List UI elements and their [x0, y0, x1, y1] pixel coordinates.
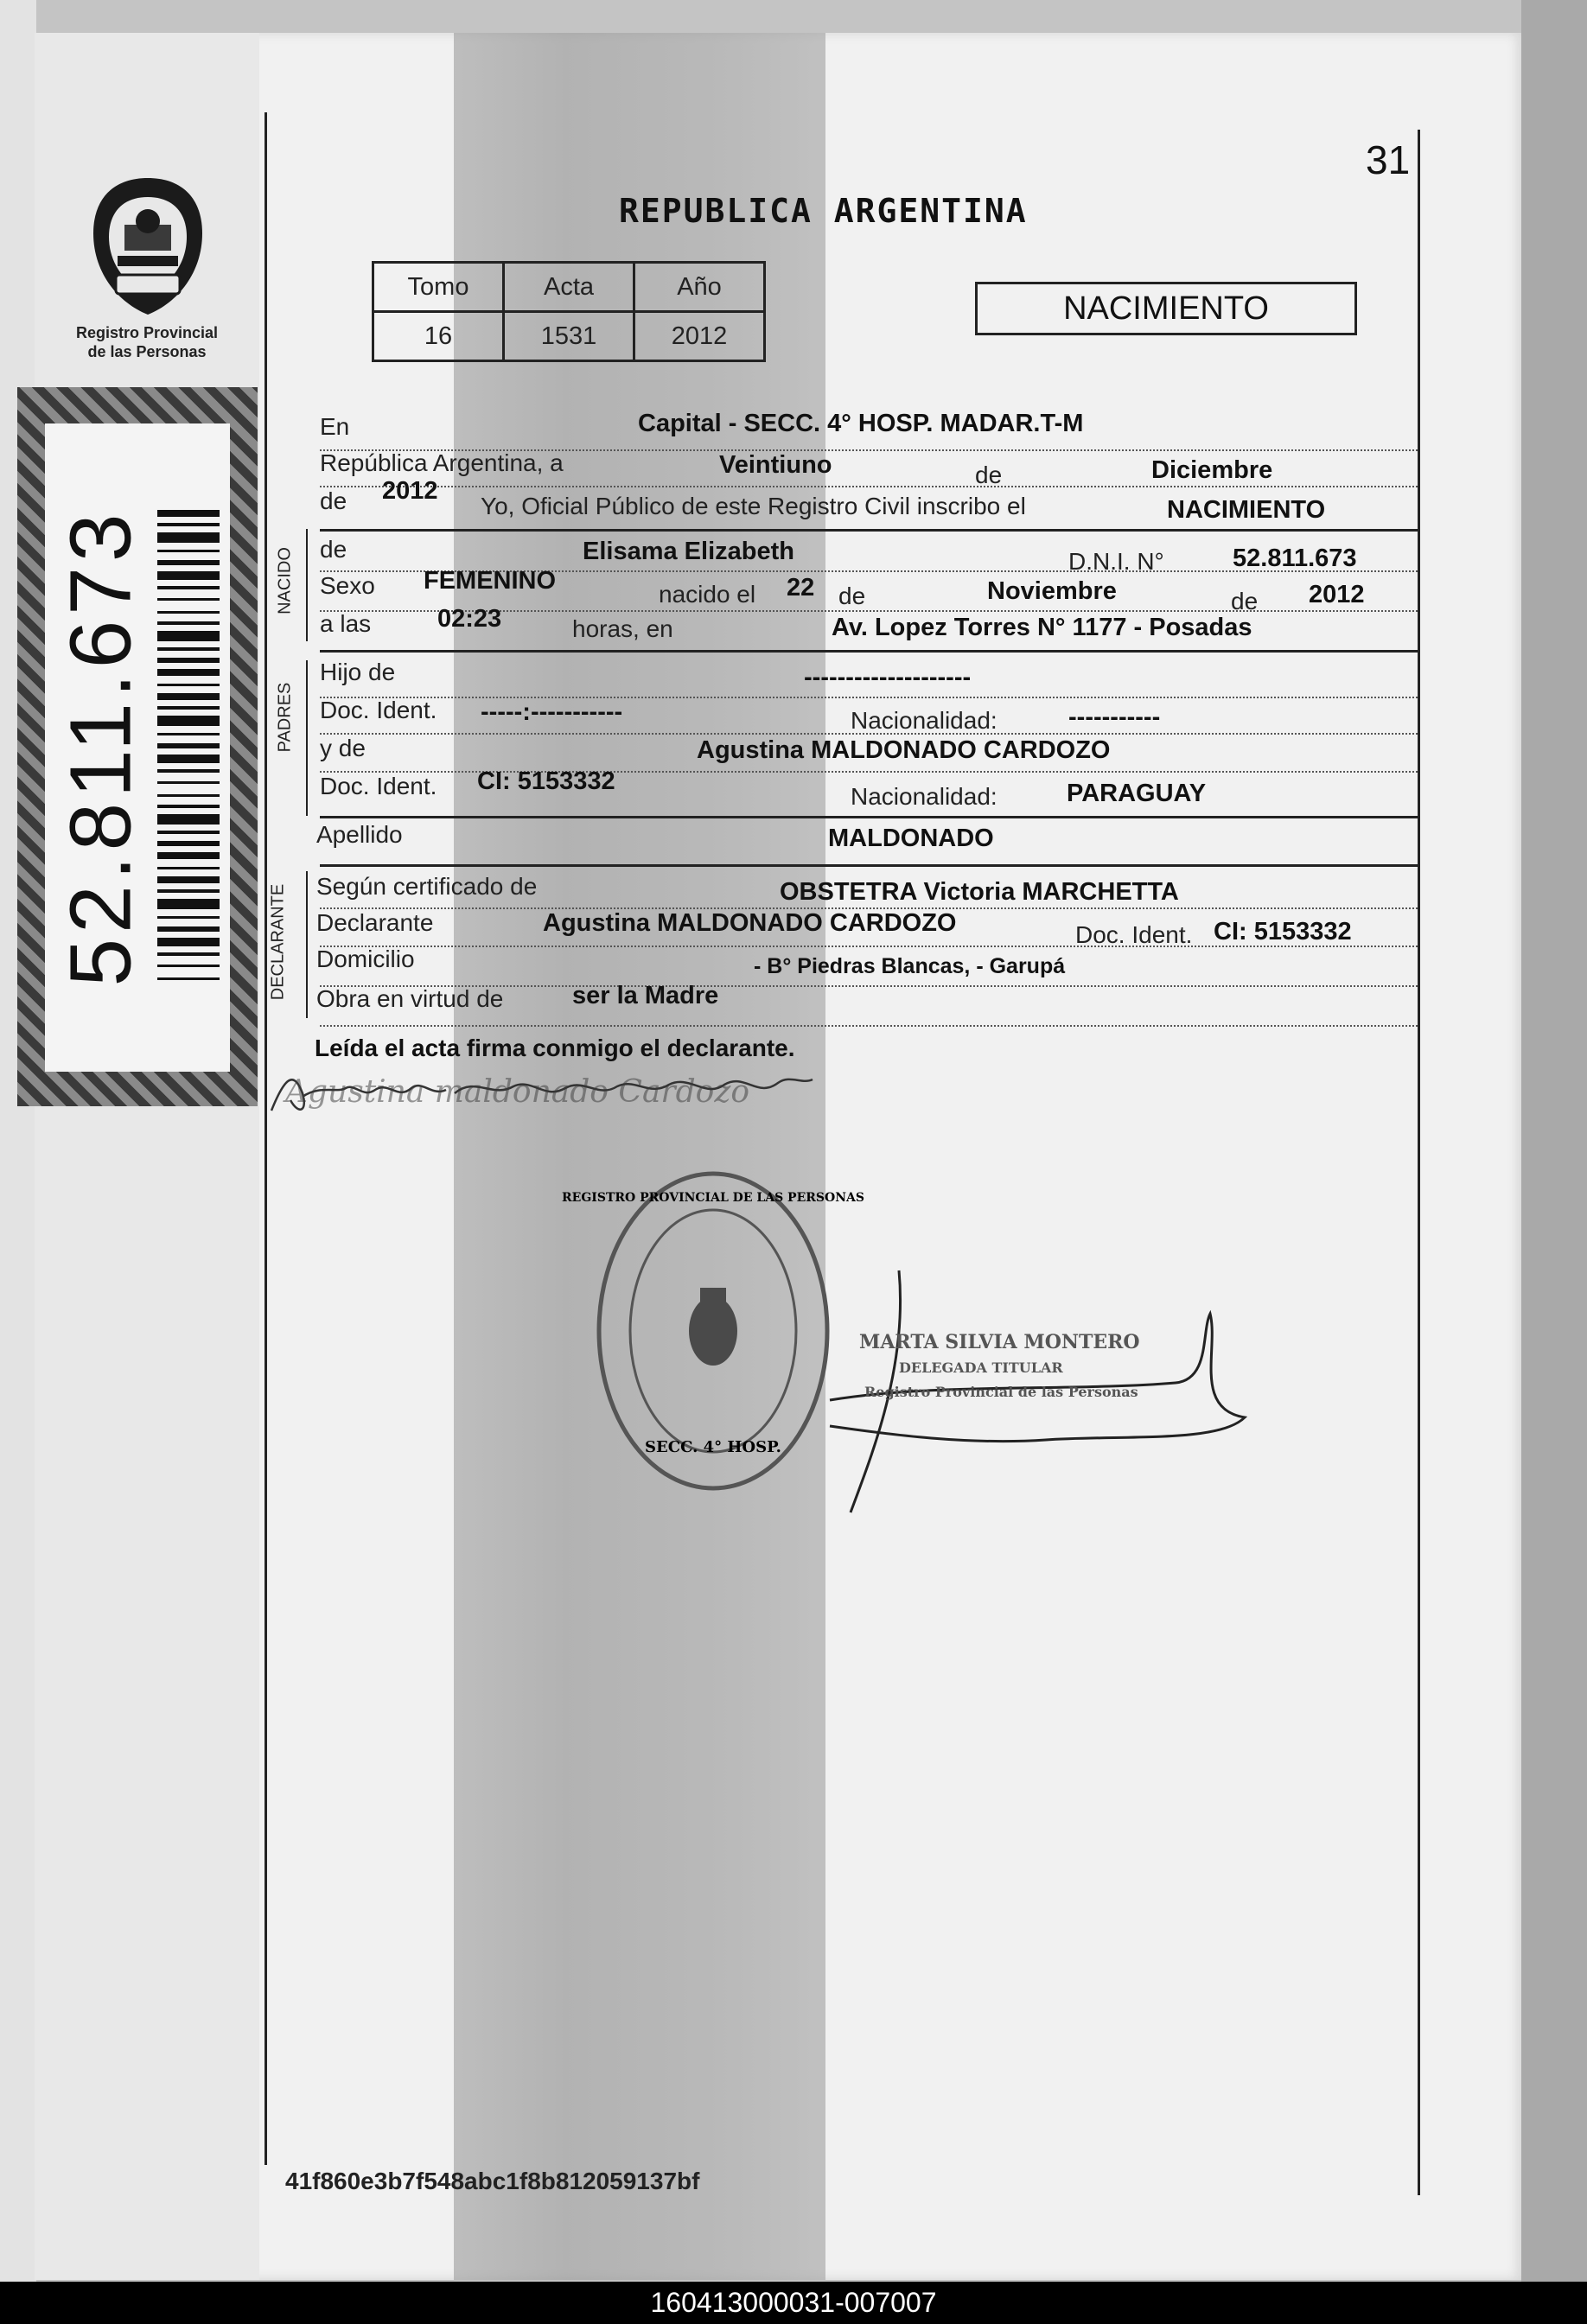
table-value-anio: 2012: [634, 312, 765, 361]
hijo-value: --------------------: [804, 664, 972, 691]
lugar-value: Av. Lopez Torres N° 1177 - Posadas: [832, 614, 1252, 641]
barcode-bar: [157, 889, 220, 893]
oficial-text: Yo, Oficial Público de este Registro Civil inscribo el: [481, 493, 1026, 519]
barcode-bar: [157, 841, 220, 846]
barcode-bar: [157, 611, 220, 614]
logo-caption: [52, 323, 242, 361]
nombre-value: Elisama Elizabeth: [583, 538, 794, 565]
row-line: [320, 1025, 1418, 1027]
year-value: 2012: [382, 477, 438, 505]
barcode-bar: [157, 965, 220, 967]
side-label-padres: PADRES: [275, 682, 295, 753]
doc2-label: Doc. Ident.: [320, 773, 437, 799]
barcode-bar: [157, 621, 220, 625]
barcode-bar: [157, 916, 220, 919]
section-rule: [320, 864, 1419, 867]
nacido-bracket: [306, 529, 308, 641]
section-rule: [320, 816, 1419, 818]
sexo-label: Sexo: [320, 572, 375, 599]
svg-text:SECC. 4° HOSP.: SECC. 4° HOSP.: [645, 1438, 781, 1456]
dni-value: 52.811.673: [1233, 544, 1357, 572]
round-seal-stamp: [562, 1158, 864, 1504]
side-label-nacido: NACIDO: [275, 547, 295, 614]
inscribo-value: NACIMIENTO: [1167, 496, 1326, 524]
barcode-bar: [157, 867, 220, 869]
logo-caption-line1: Registro Provincial: [75, 324, 219, 341]
nacido-label: nacido el: [659, 581, 756, 608]
barcode-bar: [157, 631, 220, 641]
nacido-month: Noviembre: [987, 577, 1117, 605]
sleeve-left-edge: [0, 0, 36, 2282]
barcode-bar: [157, 899, 220, 909]
nac2-label: Nacionalidad:: [851, 783, 997, 810]
nac1-value: -----------: [1068, 704, 1161, 731]
barcode-bar: [157, 769, 220, 773]
cert-value: OBSTETRA Victoria MARCHETTA: [780, 878, 1179, 906]
barcode-bar: [157, 781, 220, 784]
doc1-value: -----:-----------: [481, 698, 623, 726]
doc2-value: CI: 5153332: [477, 767, 615, 795]
dom-label: Domicilio: [316, 946, 415, 972]
declarante-bracket: [306, 871, 308, 1018]
de4-label: de: [1231, 588, 1259, 614]
page-number: 31: [1366, 137, 1411, 182]
svg-text:DELEGADA TITULAR: DELEGADA TITULAR: [899, 1359, 1063, 1376]
decl-value: Agustina MALDONADO CARDOZO: [543, 909, 957, 937]
document-hash: 41f860e3b7f548abc1f8b812059137bf: [285, 2168, 700, 2194]
section-rule: [320, 529, 1419, 532]
en-label: En: [320, 413, 350, 440]
alas-label: a las: [320, 610, 372, 637]
closing-statement: Leída el acta firma conmigo el declarante.: [315, 1035, 795, 1061]
svg-text:MARTA SILVIA MONTERO: MARTA SILVIA MONTERO: [859, 1331, 1140, 1353]
padres-bracket: [306, 660, 308, 816]
dom-value: - B° Piedras Blancas, - Garupá: [754, 954, 1066, 978]
barcode-bar: [157, 977, 220, 980]
decl-label: Declarante: [316, 909, 434, 936]
doc1-label: Doc. Ident.: [320, 697, 437, 723]
barcode-bar: [157, 876, 220, 883]
de-label: de: [975, 462, 1003, 488]
table-header-acta: Acta: [504, 263, 634, 312]
page-left-margin: [35, 33, 259, 2280]
barcode-bar: [157, 733, 220, 735]
nacido-day: 22: [787, 574, 815, 602]
official-stamp: [847, 1262, 1253, 1521]
obra-value: ser la Madre: [572, 982, 719, 1009]
footer-document-id: 160413000031-007007: [650, 2287, 937, 2318]
barcode-bar: [157, 938, 220, 946]
svg-text:Agustina maldonado Cardozo: Agustina maldonado Cardozo: [285, 1074, 749, 1110]
barcode-bar: [157, 571, 220, 580]
barcode-bar: [157, 794, 220, 797]
misiones-coat-of-arms-logo: [83, 173, 213, 320]
hora-value: 02:23: [437, 605, 502, 633]
registry-table: [372, 261, 766, 362]
barcode-bar: [157, 658, 220, 663]
side-label-declarante: DECLARANTE: [268, 883, 288, 1001]
doc3-value: CI: 5153332: [1214, 918, 1352, 946]
barcode-bar: [157, 598, 220, 601]
left-margin-rule: [264, 112, 267, 2165]
barcode-bar: [157, 510, 220, 517]
barcode-bar: [157, 805, 220, 808]
table-header-tomo: Tomo: [373, 263, 504, 312]
label-number: 52.811.673: [52, 508, 150, 987]
section-rule: [320, 650, 1419, 653]
nacido-year: 2012: [1309, 581, 1365, 608]
doc3-label: Doc. Ident.: [1075, 921, 1193, 948]
barcode-bar: [157, 586, 220, 589]
nombre-label: de: [320, 536, 347, 563]
country-heading: REPUBLICA ARGENTINA: [619, 192, 1028, 230]
nac2-value: PARAGUAY: [1067, 780, 1207, 807]
table-header-anio: Año: [634, 263, 765, 312]
republica-label: República Argentina, a: [320, 449, 564, 476]
barcode-bar: [157, 684, 220, 686]
label-number-area: [45, 423, 157, 1072]
nac1-label: Nacionalidad:: [851, 707, 997, 734]
de2-label: de: [320, 487, 347, 514]
barcode-bar: [157, 831, 220, 834]
barcode-bar: [157, 814, 220, 825]
barcode-bar: [157, 560, 220, 565]
dni-label: D.N.I. N°: [1068, 548, 1164, 575]
en-value: Capital - SECC. 4° HOSP. MADAR.T-M: [638, 410, 1084, 437]
hijo-label: Hijo de: [320, 659, 396, 685]
barcode-bar: [157, 669, 220, 676]
barcode-bar: [157, 926, 220, 932]
record-type-box: NACIMIENTO: [975, 282, 1357, 335]
horas-label: horas, en: [572, 615, 673, 642]
row-line: [320, 486, 1418, 487]
yde-label: y de: [320, 735, 366, 761]
barcode-bar: [157, 755, 220, 763]
barcode-bar: [157, 952, 220, 956]
obra-label: Obra en virtud de: [316, 985, 504, 1012]
declarant-signature: [268, 1059, 821, 1128]
barcode-bar: [157, 523, 220, 526]
svg-text:Registro Provincial de las Per: Registro Provincial de las Personas: [864, 1384, 1138, 1400]
apellido-value: MALDONADO: [828, 825, 994, 852]
barcode-bar: [157, 743, 220, 748]
barcode-bar: [157, 706, 220, 710]
right-margin-rule: [1418, 130, 1420, 2195]
scan-shadow-band: [454, 33, 825, 2280]
barcode-bar: [157, 716, 220, 726]
apellido-label: Apellido: [316, 821, 403, 848]
barcode-bar: [157, 550, 220, 552]
day-value: Veintiuno: [719, 451, 832, 479]
table-value-tomo: 16: [373, 312, 504, 361]
table-value-acta: 1531: [504, 312, 634, 361]
sleeve-right-edge: [1521, 0, 1587, 2282]
madre-value: Agustina MALDONADO CARDOZO: [697, 736, 1111, 764]
cert-label: Según certificado de: [316, 873, 538, 900]
barcode-bar: [157, 852, 220, 859]
sexo-value: FEMENINO: [424, 567, 557, 595]
barcode-icon: [157, 510, 220, 985]
barcode-bar: [157, 693, 220, 700]
de3-label: de: [838, 583, 866, 609]
svg-text:REGISTRO PROVINCIAL DE LAS PER: REGISTRO PROVINCIAL DE LAS PERSONAS: [562, 1191, 864, 1205]
month-value: Diciembre: [1151, 456, 1273, 484]
barcode-bar: [157, 532, 220, 543]
barcode-bar: [157, 647, 220, 651]
logo-caption-line2: de las Personas: [87, 343, 207, 360]
